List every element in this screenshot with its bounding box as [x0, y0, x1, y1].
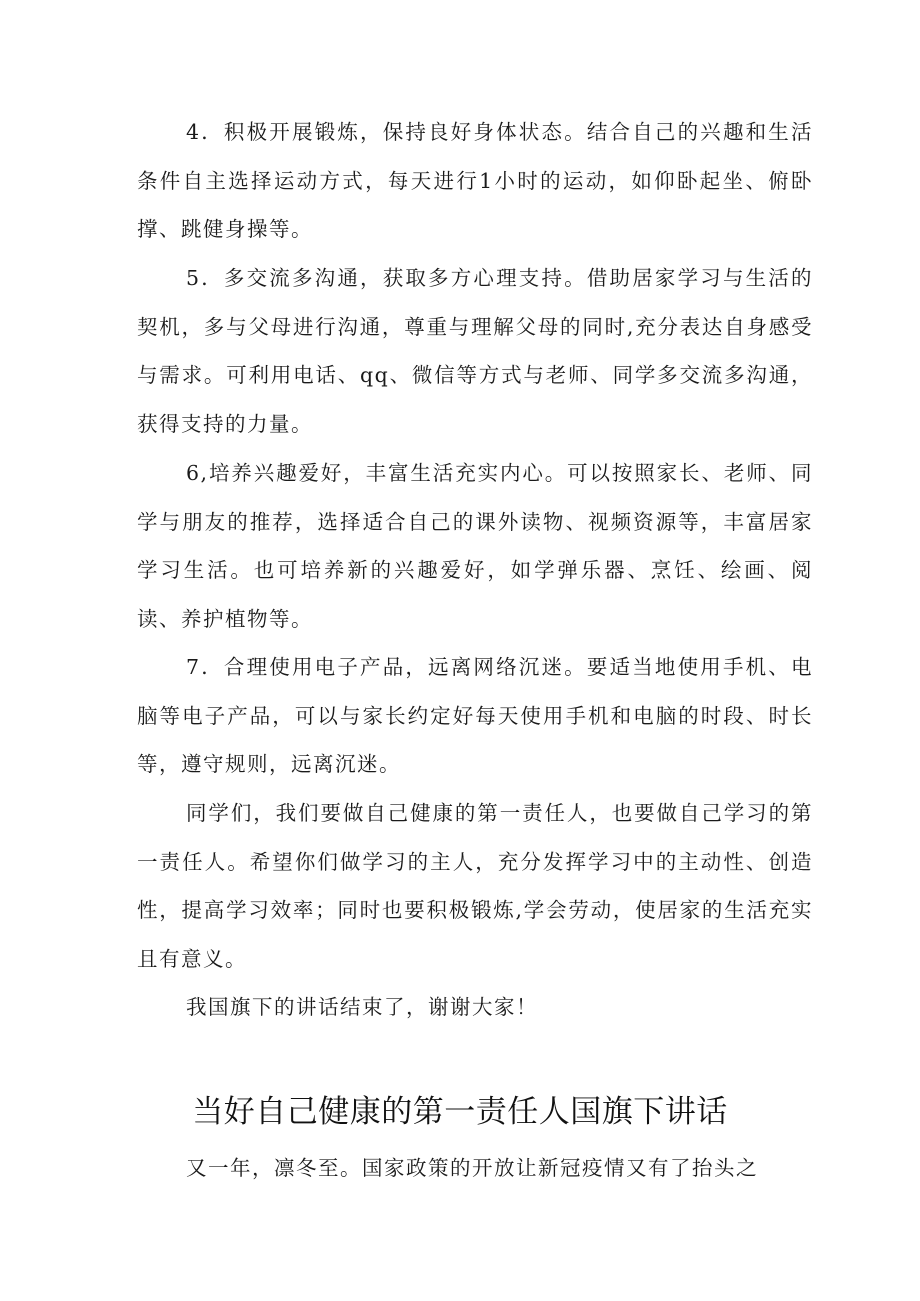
paragraph-intro: 又一年，凛冬至。国家政策的开放让新冠疫情又有了抬头之 [186, 1156, 758, 1180]
document-title: 当好自己健康的第一责任人国旗下讲话 [192, 1094, 728, 1130]
paragraph-conclusion: 同学们，我们要做自己健康的第一责任人，也要做自己学习的第一责任人。希望你们做学习的主人，充分发挥学习中的主动性、创造性，提高学习效率；同时也要积极锻炼,学会劳动，使居家的生活充实且有意义。 [137, 801, 813, 971]
paragraph-item-4: 4．积极开展锻炼，保持良好身体状态。结合自己的兴趣和生活条件自主选择运动方式，每天进行1小时的运动，如仰卧起坐、俯卧撑、跳健身操等。 [137, 120, 813, 241]
paragraph-item-7: 7．合理使用电子产品，远离网络沉迷。要适当地使用手机、电脑等电子产品，可以与家长约定好每天使用手机和电脑的时段、时长等，遵守规则，远离沉迷。 [137, 655, 813, 776]
paragraph-item-6: 6,培养兴趣爱好，丰富生活充实内心。可以按照家长、老师、同学与朋友的推荐，选择适合自己的课外读物、视频资源等，丰富居家学习生活。也可培养新的兴趣爱好，如学弹乐器、烹饪、绘画、阅读、养护植物等。 [137, 461, 813, 631]
paragraph-closing: 我国旗下的讲话结束了，谢谢大家！ [186, 995, 538, 1019]
paragraph-item-5: 5．多交流多沟通，获取多方心理支持。借助居家学习与生活的契机，多与父母进行沟通，尊重与理解父母的同时,充分表达自身感受与需求。可利用电话、qq、微信等方式与老师、同学多交流多沟通，获得支持的力量。 [137, 266, 813, 436]
